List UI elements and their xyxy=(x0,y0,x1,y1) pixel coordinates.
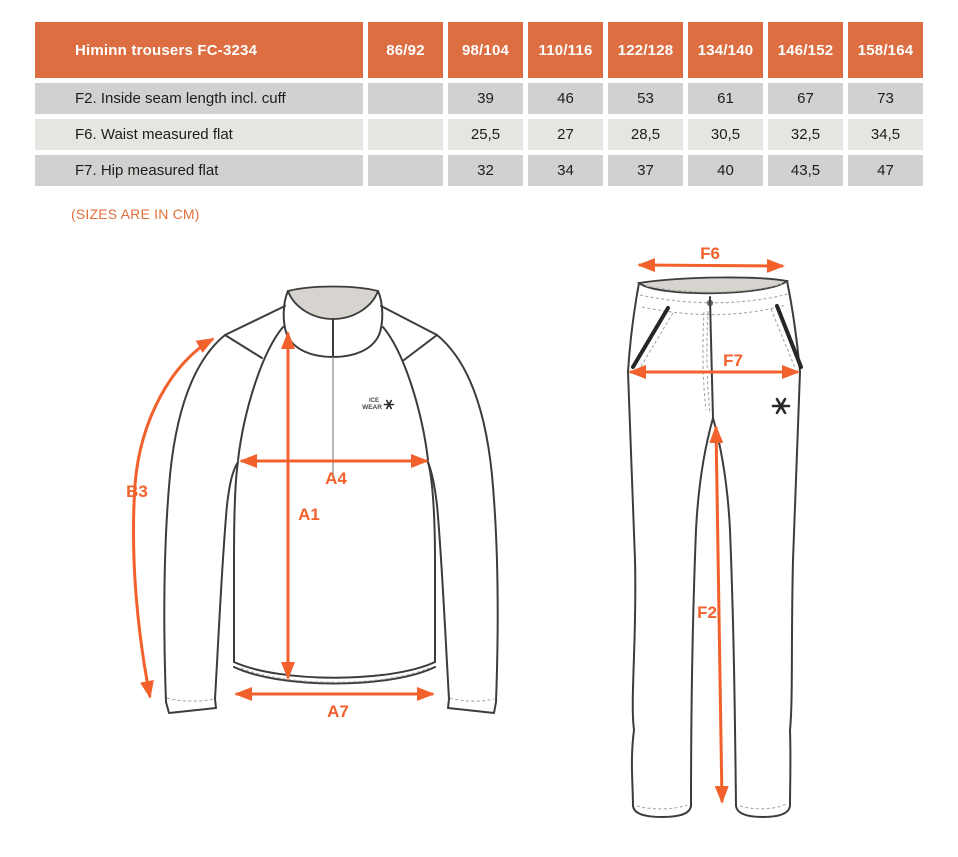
measure-label-a7: A7 xyxy=(327,702,349,721)
fly-stitching xyxy=(703,311,710,413)
snowflake-icon xyxy=(385,401,394,409)
table-value: 67 xyxy=(768,83,843,114)
table-header-size: 86/92 xyxy=(368,22,443,78)
row-label-f6: F6. Waist measured flat xyxy=(35,119,363,150)
table-value: 27 xyxy=(528,119,603,150)
table-header-size: 158/164 xyxy=(848,22,923,78)
measure-arrow-b3 xyxy=(133,339,213,697)
measure-label-a4: A4 xyxy=(325,469,347,488)
shoulder-right xyxy=(381,306,437,360)
table-header-size: 146/152 xyxy=(768,22,843,78)
icewear-logo xyxy=(362,398,393,411)
measure-label-f6: F6 xyxy=(700,244,720,263)
waistband-stitching xyxy=(640,294,788,315)
trousers-diagram xyxy=(628,244,801,817)
body-side-right xyxy=(428,462,435,662)
table-value: 40 xyxy=(688,155,763,186)
table-header-size: 134/140 xyxy=(688,22,763,78)
row-label-f7: F7. Hip measured flat xyxy=(35,155,363,186)
table-header-size: 122/128 xyxy=(608,22,683,78)
table-value: 47 xyxy=(848,155,923,186)
sleeve-left xyxy=(164,335,238,713)
body-side-left xyxy=(234,462,238,662)
table-value: 34 xyxy=(528,155,603,186)
measure-label-f2: F2 xyxy=(697,603,717,622)
leg-right-outer xyxy=(790,372,800,806)
table-value: 53 xyxy=(608,83,683,114)
table-header-product: Himinn trousers FC-3234 xyxy=(35,22,363,78)
measure-arrow-f6 xyxy=(639,265,783,266)
table-value: 25,5 xyxy=(448,119,523,150)
pocket-left xyxy=(633,308,668,367)
pocket-right xyxy=(777,306,801,367)
measure-label-b3: B3 xyxy=(126,482,148,501)
hem-right-stitching xyxy=(740,804,786,809)
snowflake-icon xyxy=(773,399,789,413)
row-label-f2: F2. Inside seam length incl. cuff xyxy=(35,83,363,114)
table-value: 46 xyxy=(528,83,603,114)
shoulder-left xyxy=(225,306,285,358)
table-header-size: 110/116 xyxy=(528,22,603,78)
table-value: 34,5 xyxy=(848,119,923,150)
hem xyxy=(234,662,435,684)
waist-opening xyxy=(639,277,787,293)
table-value: 32 xyxy=(448,155,523,186)
table-value: 43,5 xyxy=(768,155,843,186)
table-value: 39 xyxy=(448,83,523,114)
shirt-collar-opening xyxy=(288,287,378,320)
measure-label-a1: A1 xyxy=(298,505,320,524)
pocket-left-stitching xyxy=(640,313,673,368)
table-value: 61 xyxy=(688,83,763,114)
shirt-diagram xyxy=(126,287,498,722)
sleeve-right xyxy=(428,335,498,713)
measure-label-f7: F7 xyxy=(723,351,743,370)
table-value: 73 xyxy=(848,83,923,114)
units-note: (SIZES ARE IN CM) xyxy=(71,206,200,222)
hem-right xyxy=(736,806,790,817)
hem-left xyxy=(633,806,691,817)
table-value: 37 xyxy=(608,155,683,186)
logo-text-wear: WEAR xyxy=(362,404,382,411)
table-value: 32,5 xyxy=(768,119,843,150)
table-value: 28,5 xyxy=(608,119,683,150)
table-header-size: 98/104 xyxy=(448,22,523,78)
table-value: 30,5 xyxy=(688,119,763,150)
logo-text-ice: ICE xyxy=(368,398,380,404)
cuff-right-stitching xyxy=(450,698,494,701)
cuff-left-stitching xyxy=(167,698,214,701)
hem-left-stitching xyxy=(637,805,687,809)
hem-stitching xyxy=(241,668,429,682)
leg-left-outer xyxy=(628,372,635,806)
